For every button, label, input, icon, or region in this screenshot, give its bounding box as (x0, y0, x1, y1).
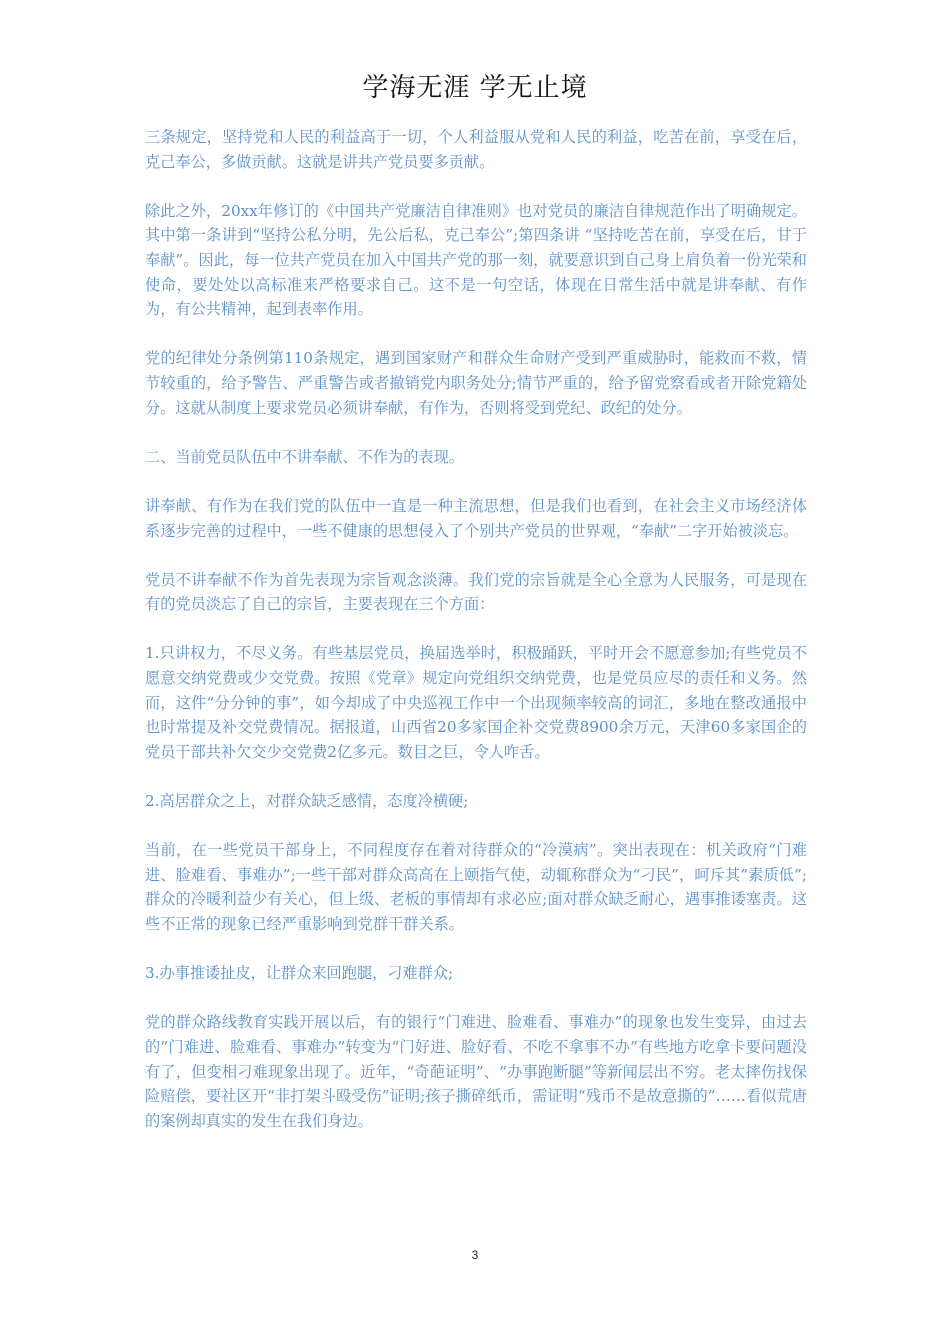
paragraph: 三条规定，坚持党和人民的利益高于一切，个人利益服从党和人民的利益，吃苦在前，享受在后，克己奉公，多做贡献。这就是讲共产党员要多贡献。 (145, 128, 807, 171)
paragraph: 讲奉献、有作为在我们党的队伍中一直是一种主流思想，但是我们也看到，在社会主义市场经济体系逐步完善的过程中，一些不健康的思想侵入了个别共产党员的世界观，“奉献”二字开始被淡忘。 (145, 496, 807, 540)
paragraph: 当前，在一些党员干部身上，不同程度存在着对待群众的“冷漠病”。突出表现在：机关政府“门难进、脸难看、事难办”;一些干部对群众高高在上颐指气使，动辄称群众为“刁民”，呵斥其“素质低”;群众的冷暖利益少有关心，但上级、老板的事情却有求必应;面对群众缺乏耐心，遇事推诿塞责。这些不正常的现象已经严重影响到党群干群关系。 (145, 841, 807, 933)
list-item-heading: 2.高居群众之上，对群众缺乏感情，态度冷横硬; (145, 792, 469, 811)
list-item-heading: 3.办事推诿扯皮，让群众来回跑腿，刁难群众; (145, 964, 454, 983)
section-heading: 二、当前党员队伍中不讲奉献、不作为的表现。 (145, 447, 464, 466)
page-header-title: 学海无涯 学无止境 (362, 73, 588, 103)
paragraph: 除此之外，20xx年修订的《中国共产党廉洁自律准则》也对党员的廉洁自律规范作出了明确规定。其中第一条讲到“坚持公私分明，先公后私，克己奉公”;第四条讲 “坚持吃苦在前，享受在后，甘于奉献”。因此，每一位共产党员在加入中国共产党的那一刻，就要意识到自己身上肩负着一份光荣和使命，要处处以高标准来严格要求自己。这不是一句空话，体现在日常生活中就是讲奉献、有作为，有公共精神，起到表率作用。 (145, 201, 807, 319)
paragraph: 党的纪律处分条例第110条规定，遇到国家财产和群众生命财产受到严重威胁时，能救而不救，情节较重的，给予警告、严重警告或者撤销党内职务处分;情节严重的，给予留党察看或者开除党籍处分。这就从制度上要求党员必须讲奉献，有作为，否则将受到党纪、政纪的处分。 (145, 349, 807, 417)
paragraph: 党员不讲奉献不作为首先表现为宗旨观念淡薄。我们党的宗旨就是全心全意为人民服务，可是现在有的党员淡忘了自己的宗旨，主要表现在三个方面： (145, 570, 807, 614)
document-body (145, 125, 807, 1158)
page-number: 3 (471, 1248, 479, 1262)
paragraph: 党的群众路线教育实践开展以后，有的银行“门难进、脸难看、事难办”的现象也发生变异，由过去的“门难进、脸难看、事难办”转变为“门好进、脸好看、不吃不拿事不办”有些地方吃拿卡要问题没有了，但变相刁难现象出现了。近年，“奇葩证明”、“办事跑断腿”等新闻层出不穷。老太摔伤找保险赔偿，要社区开“非打架斗殴受伤”证明;孩子撕碎纸币，需证明“残币不是故意撕的”……看似荒唐的案例却真实的发生在我们身边。 (145, 1013, 807, 1130)
list-item-paragraph: 1.只讲权力，不尽义务。有些基层党员，换届选举时，积极踊跃，平时开会不愿意参加;有些党员不愿意交纳党费或少交党费。按照《党章》规定向党组织交纳党费，也是党员应尽的责任和义务。然而，这件“分分钟的事”，如今却成了中央巡视工作中一个出现频率较高的词汇，多地在整改通报中也时常提及补交党费情况。据报道，山西省20多家国企补交党费8900余万元，天津60多家国企的党员干部共补欠交少交党费2亿多元。数目之巨，令人咋舌。 (145, 644, 807, 761)
